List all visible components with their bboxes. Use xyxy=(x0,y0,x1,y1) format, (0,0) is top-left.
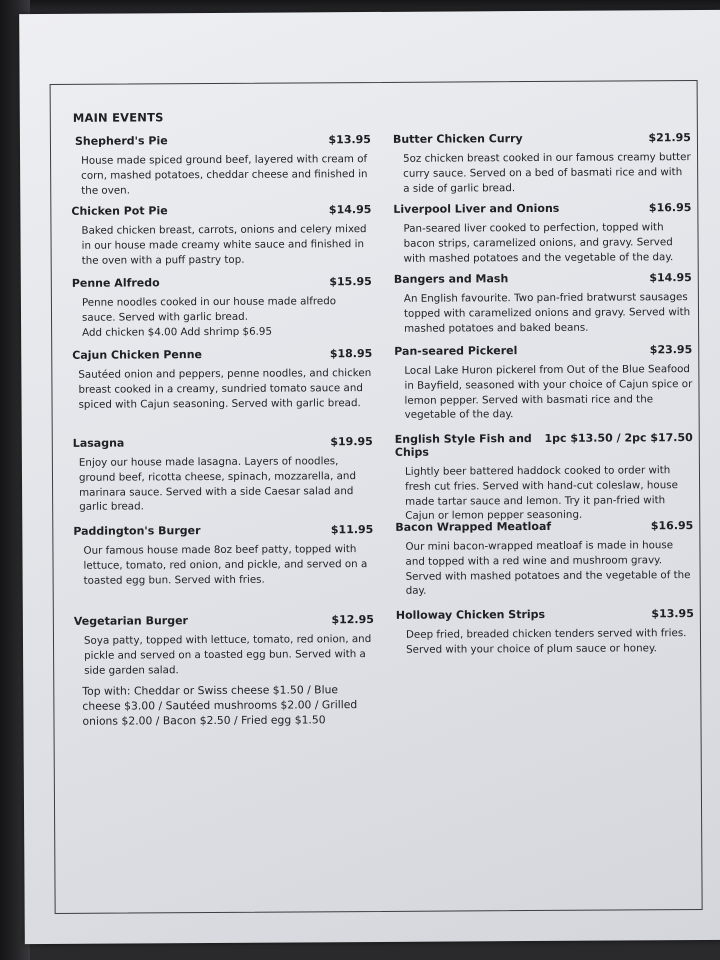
item-add-ons: Add chicken $4.00 Add shrimp $6.95 xyxy=(82,325,273,339)
item-price: $13.95 xyxy=(328,133,371,147)
item-name: Bacon Wrapped Meatloaf xyxy=(395,519,552,534)
menu-page xyxy=(19,10,720,944)
item-name: Holloway Chicken Strips xyxy=(395,607,546,622)
item-description: Enjoy our house made lasagna. Layers of noodles, ground beef, ricotta cheese, spinach, mozzarella, and marinara sauce. Served with a side Caesar salad and garlic bread. xyxy=(78,455,357,514)
item-name: Pan-seared Pickerel xyxy=(394,344,518,358)
menu-item-bacon-wrapped-meatloaf xyxy=(395,519,693,599)
menu-frame xyxy=(50,80,703,914)
item-description: Baked chicken breast, carrots, onions and celery mixed in our house made creamy white sauce and finished in the oven with a puff pastry top. xyxy=(81,223,367,267)
item-price: $13.95 xyxy=(651,607,694,621)
menu-item-lasagna xyxy=(73,435,373,515)
item-price: $23.95 xyxy=(649,343,693,357)
menu-item-cajun-chicken-penne xyxy=(72,347,372,412)
item-description: Lightly beer battered haddock cooked to order with fresh cut fries. Served with hand-cut coleslaw, house made tartar sauce and lemon. Try it pan-fried with Cajun or lemon pepper seasoning. xyxy=(404,464,678,523)
burger-toppings: Top with: Cheddar or Swiss cheese $1.50 / Blue cheese $3.00 / Sautéed mushrooms $2.00 / Grilled onions $2.00 / Bacon $2.50 / Fried egg $1.50 xyxy=(82,683,358,729)
item-price: $12.95 xyxy=(331,612,374,627)
item-name: Chicken Pot Pie xyxy=(71,204,168,218)
item-description: Pan-seared liver cooked to perfection, topped with bacon strips, caramelized onions, and gravy. Served with mashed potatoes and the vegetable of the day. xyxy=(403,221,674,265)
menu-item-chicken-pot-pie xyxy=(71,203,371,268)
menu-item-shepherds-pie xyxy=(71,133,371,198)
section-title: MAIN EVENTS xyxy=(72,110,164,125)
item-price: $14.95 xyxy=(649,271,692,285)
item-description: House made spiced ground beef, layered with cream of corn, mashed potatoes, cheddar cheese and finished in the oven. xyxy=(81,153,368,197)
item-price: $19.95 xyxy=(330,435,373,449)
item-description: Local Lake Huron pickerel from Out of the Blue Seafood in Bayfield, seasoned with your choice of Cajun spice or lemon pepper. Served with basmati rice and the vegetable of the day. xyxy=(404,363,693,422)
menu-item-butter-chicken-curry xyxy=(393,131,691,196)
menu-item-penne-alfredo xyxy=(72,275,372,340)
menu-item-vegetarian-burger xyxy=(74,613,375,729)
item-price: $16.95 xyxy=(648,201,692,215)
item-name: Cajun Chicken Penne xyxy=(72,348,203,362)
item-name: English Style Fish and Chips xyxy=(394,432,532,459)
item-description: Deep fried, breaded chicken tenders served with fries. Served with your choice of plum sauce or honey. xyxy=(405,627,687,656)
menu-item-paddingtons-burger xyxy=(73,523,373,588)
item-name: Liverpool Liver and Onions xyxy=(393,201,560,216)
item-price: $14.95 xyxy=(328,203,372,217)
item-name: Bangers and Mash xyxy=(393,272,509,286)
item-description: 5oz chicken breast cooked in our famous creamy butter curry sauce. Served on a bed of basmati rice and with a side of garlic bread. xyxy=(403,151,691,195)
item-price: $16.95 xyxy=(650,519,694,533)
item-name: Butter Chicken Curry xyxy=(392,132,523,146)
item-description: An English favourite. Two pan-fried bratwurst sausages topped with caramelized onions and gravy. Served with mashed potatoes and baked beans. xyxy=(403,291,691,335)
item-price: $21.95 xyxy=(648,131,691,145)
item-description: Our famous house made 8oz beef patty, topped with lettuce, tomato, red onion, and pickle, and served on a toasted egg bun. Served with fries. xyxy=(83,543,368,587)
item-name: Penne Alfredo xyxy=(71,276,160,290)
item-description: Soya patty, topped with lettuce, tomato, red onion, and pickle and served on a toasted egg bun. Served with a side garden salad. xyxy=(83,633,372,677)
item-price: $11.95 xyxy=(330,522,374,537)
menu-item-pan-seared-pickerel xyxy=(394,343,692,423)
menu-item-bangers-and-mash xyxy=(394,271,692,336)
menu-item-holloway-chicken-strips xyxy=(396,607,694,657)
item-name: Lasagna xyxy=(72,436,125,450)
item-description: Our mini bacon-wrapped meatloaf is made in house and topped with a red wine and mushroom gravy. Served with mashed potatoes and the vegetable of the day. xyxy=(405,539,691,598)
item-price: $18.95 xyxy=(329,347,373,361)
item-price: 1pc $13.50 / 2pc $17.50 xyxy=(544,431,693,445)
item-name: Shepherd's Pie xyxy=(74,134,168,148)
item-description: Sautéed onion and peppers, penne noodles, and chicken breast cooked in a creamy, sundried tomato sauce and spiced with Cajun seasoning. Served with garlic bread. xyxy=(78,367,372,411)
item-description: Penne noodles cooked in our house made alfredo sauce. Served with garlic bread. xyxy=(81,295,337,324)
item-price: $15.95 xyxy=(329,275,372,289)
item-name: Vegetarian Burger xyxy=(73,614,188,628)
menu-item-fish-and-chips xyxy=(395,431,694,524)
menu-item-liverpool-liver-and-onions xyxy=(393,201,691,266)
item-name: Paddington's Burger xyxy=(73,524,201,538)
